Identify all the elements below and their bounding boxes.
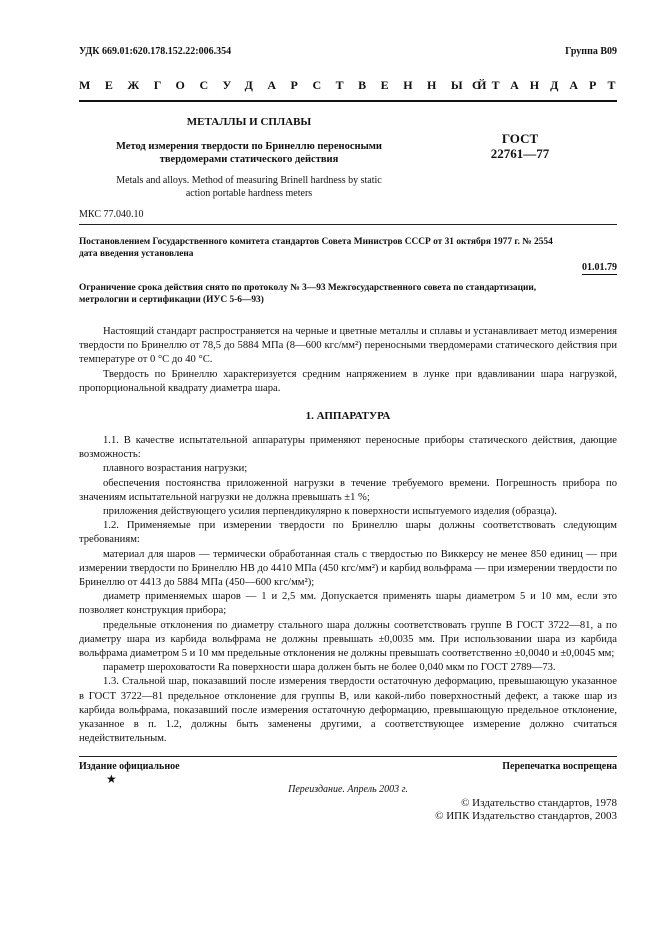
copyright-2003: © ИПК Издательство стандартов, 2003: [435, 810, 617, 822]
clause-item: приложения действующего усилия перпендикулярно к поверхности испытуемого изделия (образца).: [103, 506, 557, 518]
limitation-text: [79, 282, 617, 306]
decree-line-2: дата введения установлена: [79, 249, 194, 259]
limitation-line-1: Ограничение срока действия снято по протоколу № 3—93 Межгосударственного совета по стандартизации,: [79, 283, 537, 293]
subtitle-line-1: Метод измерения твердости по Бринеллю переносными: [116, 141, 382, 152]
reprint-notice: Перепечатка воспрещена: [502, 761, 617, 772]
copyright-1978: © Издательство стандартов, 1978: [461, 797, 617, 809]
group-code: Группа В09: [565, 46, 617, 57]
star-icon: ★: [106, 772, 117, 786]
mks-rule: [79, 224, 617, 225]
clause-1-3: 1.3. Стальной шар, показавший после измерения твердости остаточную деформацию, превышающую указанное в ГОСТ 3722—81 предельное отклонение для группы В, или какой-либо поверхностный дефект, а также шар из карбида вольфрама, показавший после измерения остаточную деформацию, превышающую предельное отклонение, указанное в п. 1.2, должны быть заменены другими, а соответствующее измерение должно считаться недействительным.: [79, 676, 617, 745]
clause-item: предельные отклонения по диаметру стального шара должны соответствовать группе В ГОСТ 3722—81, а по диаметру шара из карбида вольфрама не должны превышать ±0,0035 мм. При использовании шара из карбида вольфрама диаметром 5 и 10 мм предельные отклонения не должны превышать соответственно ±0,0040 и ±0,0045 мм;: [79, 619, 617, 660]
decree-text: [79, 236, 617, 260]
footer-rule: [79, 756, 617, 757]
gost-number: 22761—77: [490, 146, 550, 161]
document-subtitle: [79, 140, 419, 166]
clause-item: обеспечения постоянства приложенной нагрузки в течение требуемого времени. Погрешность прибора по значениям испытательной нагрузки не должна превышать ±1 %;: [79, 477, 617, 503]
gost-label: ГОСТ: [501, 131, 539, 146]
section-1-body: [79, 434, 617, 746]
banner-rule: [79, 100, 617, 102]
english-line-2: action portable hardness meters: [185, 188, 313, 199]
intro-paragraph-2: Твердость по Бринеллю характеризуется средним напряжением в лунке при вдавливании шара нагрузкой, пропорциональной квадрату диаметра шара.: [79, 368, 617, 394]
intro-paragraph-1: Настоящий стандарт распространяется на черные и цветные металлы и сплавы и устанавливает метод измерения твердости по Бринеллю от 78,5 до 5884 МПа (8—600 кгс/мм²) переносными твердомерами статического действия при температуре от 0 °С до 40 °С.: [79, 326, 617, 366]
clause-item: диаметр применяемых шаров — 1 и 2,5 мм. Допускается применять шары диаметром 5 и 10 мм, если это позволяет конструкция прибора;: [79, 591, 617, 617]
reissue-note: Переиздание. Апрель 2003 г.: [288, 784, 408, 795]
english-title: [79, 174, 419, 200]
subtitle-line-2: твердомерами статического действия: [159, 154, 339, 165]
clause-1-1: 1.1. В качестве испытательной аппаратуры применяют переносные приборы статического действия, дающие возможность:: [79, 435, 617, 461]
banner-right: СТАНДАРТ: [472, 78, 627, 92]
udk-code: УДК 669.01:620.178.152.22:006.354: [79, 46, 232, 57]
clause-item: материал для шаров — термически обработанная сталь с твердостью по Виккерсу не менее 850 единиц — при измерении твердости по Бринеллю НВ до 4410 МПа (450 кгс/мм²) и карбид вольфрама — при измерении твердости по Бринеллю от 4413 до 5884 МПа (450—600 кгс/мм²);: [79, 548, 617, 589]
clause-1-2: 1.2. Применяемые при измерении твердости по Бринеллю шары должны соответствовать следующим требованиям:: [79, 520, 617, 546]
decree-line-1: Постановлением Государственного комитета стандартов Совета Министров СССР от 31 октября 1977 г. № 2554: [79, 237, 553, 247]
clause-item: параметр шероховатости Ra поверхности шара должен быть не более 0,040 мкм по ГОСТ 2789—73.: [103, 662, 556, 674]
gost-block: [470, 131, 570, 161]
document-title: МЕТАЛЛЫ И СПЛАВЫ: [186, 116, 312, 128]
official-edition: Издание официальное: [79, 761, 180, 772]
banner-left: МЕЖГОСУДАРСТВЕННЫЙ: [79, 78, 501, 92]
limitation-line-2: метрологии и сертификации (ИУС 5-6—93): [79, 295, 264, 305]
english-line-1: Metals and alloys. Method of measuring Brinell hardness by static: [116, 175, 382, 186]
section-heading: 1. АППАРАТУРА: [305, 410, 391, 422]
mks-code: МКС 77.040.10: [79, 209, 144, 220]
intro-section: [79, 325, 617, 396]
clause-item: плавного возрастания нагрузки;: [103, 463, 248, 475]
effective-date: 01.01.79: [582, 262, 617, 273]
